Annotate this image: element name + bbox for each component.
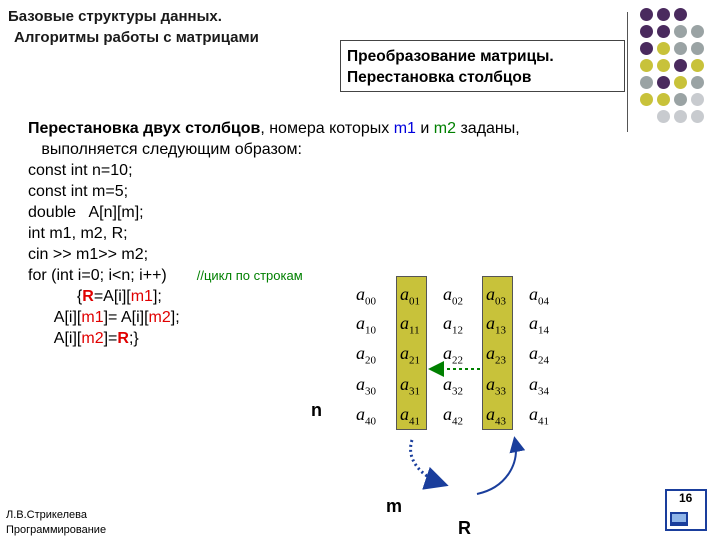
matrix-cell: $a_{33}$: [486, 374, 506, 398]
code-line: double A[n][m];: [28, 204, 144, 221]
matrix-cell: $a_{03}$: [486, 284, 506, 308]
matrix-cell: $a_{23}$: [486, 343, 506, 367]
footer-author: [6, 508, 106, 538]
intro-line2: выполняется следующим образом:: [28, 141, 302, 158]
slide-title-line1: Преобразование матрицы.: [347, 48, 554, 65]
matrix-cell: $a_{24}$: [529, 343, 549, 367]
author-name: Л.В.Стрикелева: [6, 509, 87, 521]
intro-text: , номера которых: [260, 120, 394, 137]
matrix-cell: $a_{12}$: [443, 313, 463, 337]
course-title-line1: Базовые структуры данных.: [8, 8, 222, 25]
matrix-cell: $a_{21}$: [400, 343, 420, 367]
matrix-cell: $a_{20}$: [356, 343, 376, 367]
intro-end: заданы,: [456, 120, 520, 137]
code-comment: //цикл по строкам: [196, 268, 303, 283]
code-line: const int m=5;: [28, 183, 129, 200]
label-m: m: [386, 496, 403, 516]
label-n: n: [311, 400, 322, 420]
matrix-cell: $a_{31}$: [400, 374, 420, 398]
code-line: int m1, m2, R;: [28, 225, 128, 242]
matrix-cell: $a_{30}$: [356, 374, 376, 398]
matrix-cell: $a_{42}$: [443, 404, 463, 428]
matrix-cell: $a_{32}$: [443, 374, 463, 398]
matrix-cell: $a_{00}$: [356, 284, 376, 308]
matrix-cell: $a_{02}$: [443, 284, 463, 308]
matrix-cell: $a_{01}$: [400, 284, 420, 308]
matrix-cell: $a_{41}$: [400, 404, 420, 428]
m1-ref: m1: [393, 120, 416, 137]
subject-name: Программирование: [6, 524, 107, 536]
code-line: {R=A[i][m1];: [28, 288, 162, 305]
matrix-cell: $a_{14}$: [529, 313, 549, 337]
matrix-cell: $a_{04}$: [529, 284, 549, 308]
code-line: A[i][m1]= A[i][m2];: [28, 309, 180, 326]
page-number: 16: [679, 491, 693, 505]
code-line: A[i][m2]=R;}: [28, 330, 139, 347]
arrow-blue-solid: [477, 440, 516, 494]
matrix-cell: $a_{43}$: [486, 404, 506, 428]
matrix-cell: $a_{22}$: [443, 343, 463, 367]
matrix-cell: $a_{34}$: [529, 374, 549, 398]
matrix-cell: $a_{10}$: [356, 313, 376, 337]
slide-title-line2: Перестановка столбцов: [347, 69, 532, 86]
m2-ref: m2: [433, 120, 457, 137]
code-line: cin >> m1>> m2;: [28, 246, 149, 263]
matrix-cell: $a_{40}$: [356, 404, 376, 428]
matrix-cell: $a_{13}$: [486, 313, 506, 337]
matrix-cell: $a_{41}$: [529, 404, 549, 428]
code-line: const int n=10;: [28, 162, 133, 179]
course-title-line2: Алгоритмы работы с матрицами: [14, 29, 259, 46]
matrix-cell: $a_{11}$: [400, 313, 420, 337]
arrow-blue-dotted: [411, 440, 443, 484]
intro-bold: Перестановка двух столбцов: [28, 120, 261, 137]
and-text: и: [415, 120, 434, 137]
code-for: for (int i=0; i<n; i++): [28, 267, 167, 284]
label-r: R: [458, 518, 471, 538]
